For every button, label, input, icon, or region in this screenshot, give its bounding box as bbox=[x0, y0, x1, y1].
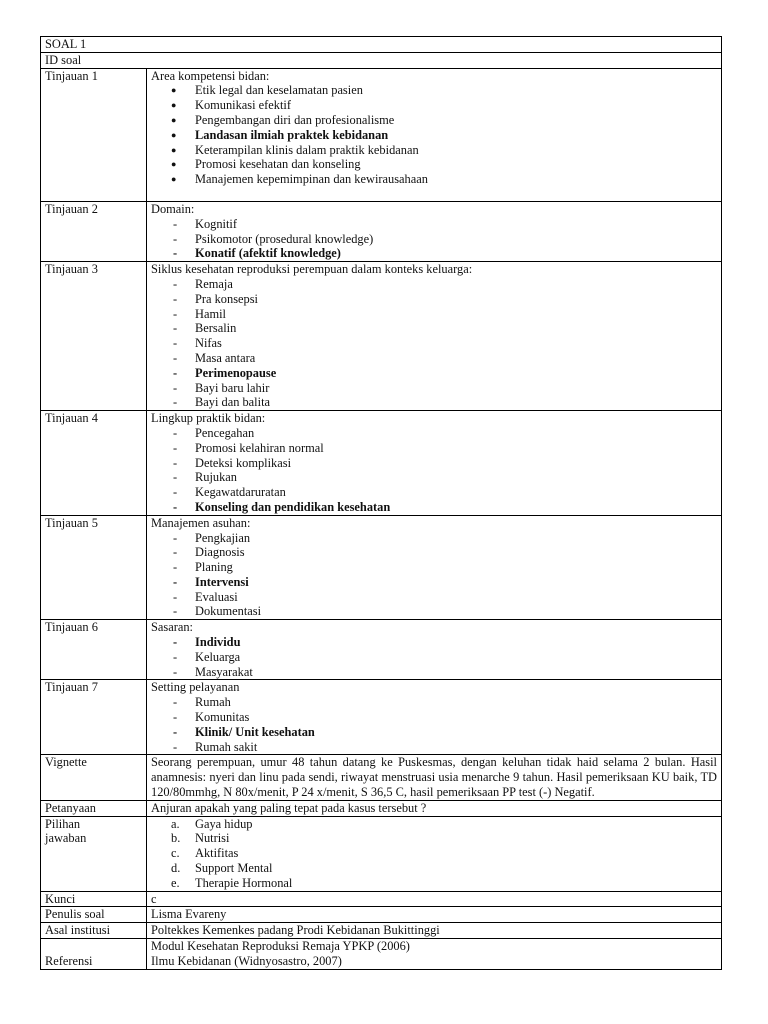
tinjauan-list-item: ● Promosi kesehatan dan konseling bbox=[151, 157, 717, 172]
pilihan-label-line1: Pilihan bbox=[45, 816, 81, 831]
answer-option-letter: b. bbox=[171, 831, 181, 846]
tinjauan-content bbox=[147, 201, 722, 261]
referensi-row bbox=[41, 939, 722, 970]
answer-option-text: Aktifitas bbox=[195, 846, 239, 861]
tinjauan-list-item: ● Manajemen kepemimpinan dan kewirausahaan bbox=[151, 172, 717, 187]
tinjauan-content bbox=[147, 620, 722, 680]
tinjauan-row bbox=[41, 262, 722, 411]
tinjauan-list bbox=[151, 217, 717, 261]
tinjauan-list-item: - Hamil bbox=[151, 307, 717, 322]
tinjauan-label: Tinjauan 4 bbox=[41, 411, 147, 516]
tinjauan-list-item: - Komunitas bbox=[151, 710, 717, 725]
asal-value: Poltekkes Kemenkes padang Prodi Kebidanan Bukittinggi bbox=[147, 923, 722, 939]
tinjauan-list-item: - Rumah bbox=[151, 695, 717, 710]
tinjauan-list-item: - Konseling dan pendidikan kesehatan bbox=[151, 500, 717, 515]
tinjauan-list-item: - Bersalin bbox=[151, 321, 717, 336]
tinjauan-list-item: - Dokumentasi bbox=[151, 604, 717, 619]
kunci-value: c bbox=[147, 891, 722, 907]
tinjauan-content bbox=[147, 262, 722, 411]
tinjauan-list-item: - Rujukan bbox=[151, 470, 717, 485]
tinjauan-label: Tinjauan 6 bbox=[41, 620, 147, 680]
answer-option bbox=[151, 861, 717, 876]
penulis-value: Lisma Evareny bbox=[147, 907, 722, 923]
tinjauan-row bbox=[41, 201, 722, 261]
referensi-label: Referensi bbox=[41, 939, 147, 970]
tinjauan-list bbox=[151, 695, 717, 754]
tinjauan-list-item: - Bayi baru lahir bbox=[151, 381, 717, 396]
vignette-row bbox=[41, 755, 722, 800]
tinjauan-list-item: - Perimenopause bbox=[151, 366, 717, 381]
tinjauan-label: Tinjauan 2 bbox=[41, 201, 147, 261]
tinjauan-list bbox=[151, 531, 717, 620]
answer-option-text: Support Mental bbox=[195, 861, 273, 876]
tinjauan-list-item: - Planing bbox=[151, 560, 717, 575]
tinjauan-label: Tinjauan 7 bbox=[41, 680, 147, 755]
referensi-item: Modul Kesehatan Reproduksi Remaja YPKP (2006) bbox=[151, 939, 410, 954]
tinjauan-row bbox=[41, 411, 722, 516]
answer-option-letter: a. bbox=[171, 816, 180, 831]
tinjauan-heading: Sasaran: bbox=[151, 620, 193, 635]
tinjauan-list-item: - Evaluasi bbox=[151, 590, 717, 605]
answer-option-letter: c. bbox=[171, 846, 180, 861]
asal-row bbox=[41, 923, 722, 939]
vignette-text: Seorang perempuan, umur 48 tahun datang ke Puskesmas, dengan keluhan tidak haid selama 2 bulan. Hasil anamnesis: nyeri dan linu pada sendi, riwayat menstruasi usia menarche 9 tahun. Hasil pemeriksaan KU baik, TD 120/80mmhg, N 80x/menit, P 24 x/menit, S 36,5 C, hasil pemeriksaan PP test (-) Negatif. bbox=[147, 755, 722, 800]
soal-header-row bbox=[41, 37, 722, 53]
tinjauan-list-item: - Psikomotor (prosedural knowledge) bbox=[151, 232, 717, 247]
tinjauan-list bbox=[151, 635, 717, 679]
tinjauan-list-item: - Bayi dan balita bbox=[151, 395, 717, 410]
pertanyaan-row bbox=[41, 800, 722, 816]
tinjauan-list-item: - Pengkajian bbox=[151, 531, 717, 546]
tinjauan-list-item: ● Pengembangan diri dan profesionalisme bbox=[151, 113, 717, 128]
tinjauan-list-item: - Keluarga bbox=[151, 650, 717, 665]
tinjauan-heading: Area kompetensi bidan: bbox=[151, 68, 270, 83]
pilihan-label-line2: jawaban bbox=[45, 831, 87, 846]
tinjauan-row bbox=[41, 515, 722, 620]
tinjauan-heading: Setting pelayanan bbox=[151, 680, 240, 695]
answer-option bbox=[151, 831, 717, 846]
id-soal-label: ID soal bbox=[41, 52, 722, 68]
tinjauan-list-item: ● Keterampilan klinis dalam praktik kebidanan bbox=[151, 143, 717, 158]
soal-title: SOAL 1 bbox=[41, 37, 722, 53]
tinjauan-list-item: - Deteksi komplikasi bbox=[151, 456, 717, 471]
answer-option-text: Therapie Hormonal bbox=[195, 875, 293, 890]
spacer bbox=[151, 187, 717, 201]
tinjauan-heading: Domain: bbox=[151, 201, 195, 216]
tinjauan-list-item: ● Landasan ilmiah praktek kebidanan bbox=[151, 128, 717, 143]
tinjauan-list-item: - Kognitif bbox=[151, 217, 717, 232]
tinjauan-list-item: - Masa antara bbox=[151, 351, 717, 366]
pilihan-options bbox=[147, 816, 722, 891]
pilihan-row bbox=[41, 816, 722, 891]
id-soal-row bbox=[41, 52, 722, 68]
tinjauan-list-item: - Pencegahan bbox=[151, 426, 717, 441]
answer-option bbox=[151, 846, 717, 861]
tinjauan-list-item: - Promosi kelahiran normal bbox=[151, 441, 717, 456]
asal-label: Asal institusi bbox=[41, 923, 147, 939]
tinjauan-list-item: - Nifas bbox=[151, 336, 717, 351]
tinjauan-row bbox=[41, 620, 722, 680]
tinjauan-list-item: ● Etik legal dan keselamatan pasien bbox=[151, 83, 717, 98]
answer-option bbox=[151, 876, 717, 891]
tinjauan-list bbox=[151, 277, 717, 410]
tinjauan-label: Tinjauan 3 bbox=[41, 262, 147, 411]
answer-option bbox=[151, 817, 717, 832]
tinjauan-heading: Manajemen asuhan: bbox=[151, 515, 251, 530]
tinjauan-row bbox=[41, 680, 722, 755]
penulis-row bbox=[41, 907, 722, 923]
tinjauan-list-item: ● Komunikasi efektif bbox=[151, 98, 717, 113]
tinjauan-list-item: - Rumah sakit bbox=[151, 740, 717, 755]
answer-option-letter: d. bbox=[171, 861, 181, 876]
tinjauan-label: Tinjauan 5 bbox=[41, 515, 147, 620]
answer-options-list bbox=[151, 817, 717, 891]
tinjauan-list-item: - Remaja bbox=[151, 277, 717, 292]
tinjauan-list-item: - Diagnosis bbox=[151, 545, 717, 560]
tinjauan-list-item: - Klinik/ Unit kesehatan bbox=[151, 725, 717, 740]
answer-option-letter: e. bbox=[171, 875, 180, 890]
kunci-row bbox=[41, 891, 722, 907]
pertanyaan-label: Petanyaan bbox=[41, 800, 147, 816]
tinjauan-list bbox=[151, 426, 717, 515]
tinjauan-content bbox=[147, 515, 722, 620]
tinjauan-row bbox=[41, 68, 722, 201]
tinjauan-label: Tinjauan 1 bbox=[41, 68, 147, 201]
tinjauan-list-item: - Masyarakat bbox=[151, 665, 717, 680]
pertanyaan-text: Anjuran apakah yang paling tepat pada kasus tersebut ? bbox=[147, 800, 722, 816]
vignette-label: Vignette bbox=[41, 755, 147, 800]
answer-option-text: Nutrisi bbox=[195, 831, 230, 846]
tinjauan-content bbox=[147, 68, 722, 201]
answer-option-text: Gaya hidup bbox=[195, 816, 253, 831]
tinjauan-content bbox=[147, 680, 722, 755]
kunci-label: Kunci bbox=[41, 891, 147, 907]
tinjauan-list-item: - Kegawatdaruratan bbox=[151, 485, 717, 500]
tinjauan-list-item: - Konatif (afektif knowledge) bbox=[151, 246, 717, 261]
tinjauan-content bbox=[147, 411, 722, 516]
referensi-item: Ilmu Kebidanan (Widnyosastro, 2007) bbox=[151, 953, 342, 968]
referensi-list bbox=[147, 939, 722, 970]
tinjauan-list-item: - Pra konsepsi bbox=[151, 292, 717, 307]
pilihan-label bbox=[41, 816, 147, 891]
tinjauan-list-item: - Individu bbox=[151, 635, 717, 650]
tinjauan-list bbox=[151, 83, 717, 187]
tinjauan-list-item: - Intervensi bbox=[151, 575, 717, 590]
question-sheet-table bbox=[40, 36, 722, 970]
tinjauan-heading: Lingkup praktik bidan: bbox=[151, 411, 266, 426]
penulis-label: Penulis soal bbox=[41, 907, 147, 923]
tinjauan-heading: Siklus kesehatan reproduksi perempuan dalam konteks keluarga: bbox=[151, 262, 473, 277]
